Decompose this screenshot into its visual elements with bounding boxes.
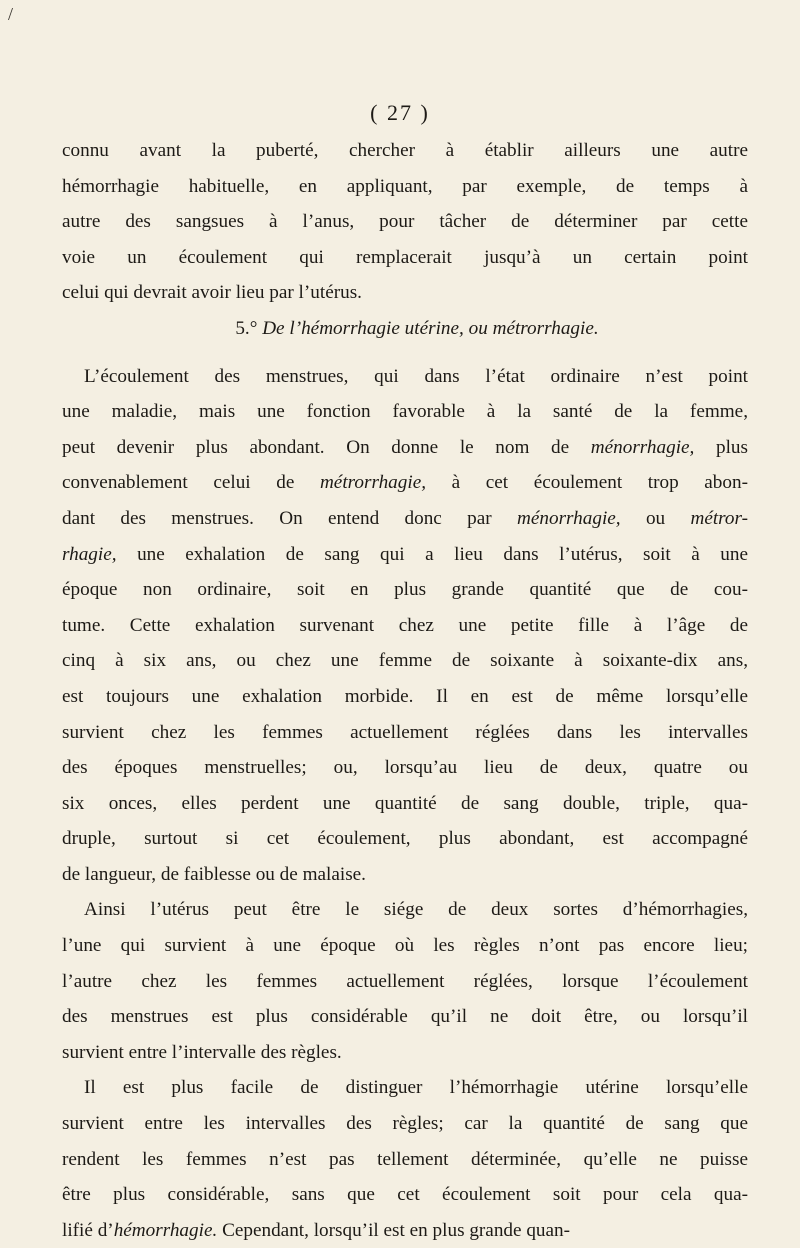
text-segment: est toujours une exhalation morbide. Il en est de même lorsqu’elle xyxy=(62,685,748,707)
italic-term: hémorrhagie. xyxy=(113,1219,218,1241)
text-segment: cinq à six ans, ou chez une femme de soixante à soixante-dix ans, xyxy=(62,650,748,672)
text-segment: tume. Cette exhalation survenant chez une petite fille à l’âge de xyxy=(62,614,748,636)
text-line xyxy=(62,537,748,573)
text-line xyxy=(62,394,748,430)
text-line xyxy=(62,857,748,893)
text-line xyxy=(62,892,748,928)
text-line xyxy=(62,465,748,501)
page-number: ( 27 ) xyxy=(370,100,430,125)
text-segment: survient chez les femmes actuellement réglées dans les intervalles xyxy=(62,721,748,743)
text-line xyxy=(62,821,748,857)
text-segment: rendent les femmes n’est pas tellement déterminée, qu’elle ne puisse xyxy=(62,1148,748,1170)
text-line xyxy=(62,786,748,822)
text-line xyxy=(62,1070,748,1106)
text-segment: celui qui devrait avoir lieu par l’utérus. xyxy=(62,282,362,304)
text-line xyxy=(62,275,748,311)
text-line xyxy=(62,999,748,1035)
italic-term: rhagie, xyxy=(62,543,117,565)
text-segment: Il est plus facile de distinguer l’hémorrhagie utérine lorsqu’elle xyxy=(84,1077,748,1099)
text-segment: lifié d’ xyxy=(62,1219,114,1241)
text-line xyxy=(62,240,748,276)
text-segment: Ainsi l’utérus peut être le siége de deux sortes d’hémorrhagies, xyxy=(84,899,748,921)
text-segment: peut devenir plus abondant. On donne le nom de xyxy=(62,436,591,458)
text-segment: voie un écoulement qui remplacerait jusqu’à un certain point xyxy=(62,246,748,268)
text-line xyxy=(62,204,748,240)
text-line xyxy=(62,430,748,466)
text-line xyxy=(62,643,748,679)
text-line xyxy=(62,1106,748,1142)
text-segment: survient entre l’intervalle des règles. xyxy=(62,1041,342,1063)
text-segment: des menstrues est plus considérable qu’il ne doit être, ou lorsqu’il xyxy=(62,1006,748,1028)
text-line xyxy=(62,572,748,608)
italic-term: De l’hémorrhagie utérine, ou métrorrhagie. xyxy=(262,317,599,339)
italic-term: métror- xyxy=(690,507,748,529)
body-text xyxy=(62,133,748,1248)
text-line xyxy=(62,928,748,964)
text-segment: des époques menstruelles; ou, lorsqu’au lieu de deux, quatre ou xyxy=(62,757,748,779)
text-line xyxy=(62,1213,748,1248)
text-line xyxy=(62,750,748,786)
text-segment: L’écoulement des menstrues, qui dans l’état ordinaire n’est point xyxy=(84,365,748,387)
text-segment: l’autre chez les femmes actuellement réglées, lorsque l’écoulement xyxy=(62,970,748,992)
text-segment: plus xyxy=(694,436,748,458)
text-segment: une maladie, mais une fonction favorable à la santé de la femme, xyxy=(62,401,748,423)
text-line xyxy=(62,679,748,715)
text-segment: à cet écoulement trop abon- xyxy=(426,472,748,494)
text-segment: convenablement celui de xyxy=(62,472,320,494)
section-heading xyxy=(62,311,748,347)
text-segment: une exhalation de sang qui a lieu dans l’utérus, soit à une xyxy=(116,543,748,565)
text-segment: 5.° xyxy=(235,317,263,339)
text-segment: époque non ordinaire, soit en plus grande quantité que de cou- xyxy=(62,579,748,601)
text-segment: autre des sangsues à l’anus, pour tâcher de déterminer par cette xyxy=(62,211,748,233)
text-line xyxy=(62,133,748,169)
text-line xyxy=(62,1142,748,1178)
text-segment: six onces, elles perdent une quantité de sang double, triple, qua- xyxy=(62,792,748,814)
text-segment: survient entre les intervalles des règles; car la quantité de sang que xyxy=(62,1113,748,1135)
text-segment: dant des menstrues. On entend donc par xyxy=(62,507,518,529)
text-segment: de langueur, de faiblesse ou de malaise. xyxy=(62,863,366,885)
text-segment: être plus considérable, sans que cet écoulement soit pour cela qua- xyxy=(62,1184,748,1206)
text-line xyxy=(62,501,748,537)
text-line xyxy=(62,964,748,1000)
italic-term: ménorrhagie, xyxy=(517,507,621,529)
text-line xyxy=(62,1177,748,1213)
text-segment: ou xyxy=(620,507,691,529)
text-segment: hémorrhagie habituelle, en appliquant, par exemple, de temps à xyxy=(62,175,748,197)
text-segment: l’une qui survient à une époque où les règles n’ont pas encore lieu; xyxy=(62,935,748,957)
text-line xyxy=(62,715,748,751)
text-segment: Cependant, lorsqu’il est en plus grande quan- xyxy=(217,1219,571,1241)
text-line xyxy=(62,1035,748,1071)
text-segment: connu avant la puberté, chercher à établir ailleurs une autre xyxy=(62,140,748,161)
text-line xyxy=(62,608,748,644)
margin-mark: / xyxy=(8,4,14,24)
text-segment: druple, surtout si cet écoulement, plus abondant, est accompagné xyxy=(62,828,748,850)
italic-term: métrorrhagie, xyxy=(319,472,427,494)
text-line xyxy=(62,359,748,395)
text-line xyxy=(62,169,748,205)
italic-term: ménorrhagie, xyxy=(590,436,695,458)
